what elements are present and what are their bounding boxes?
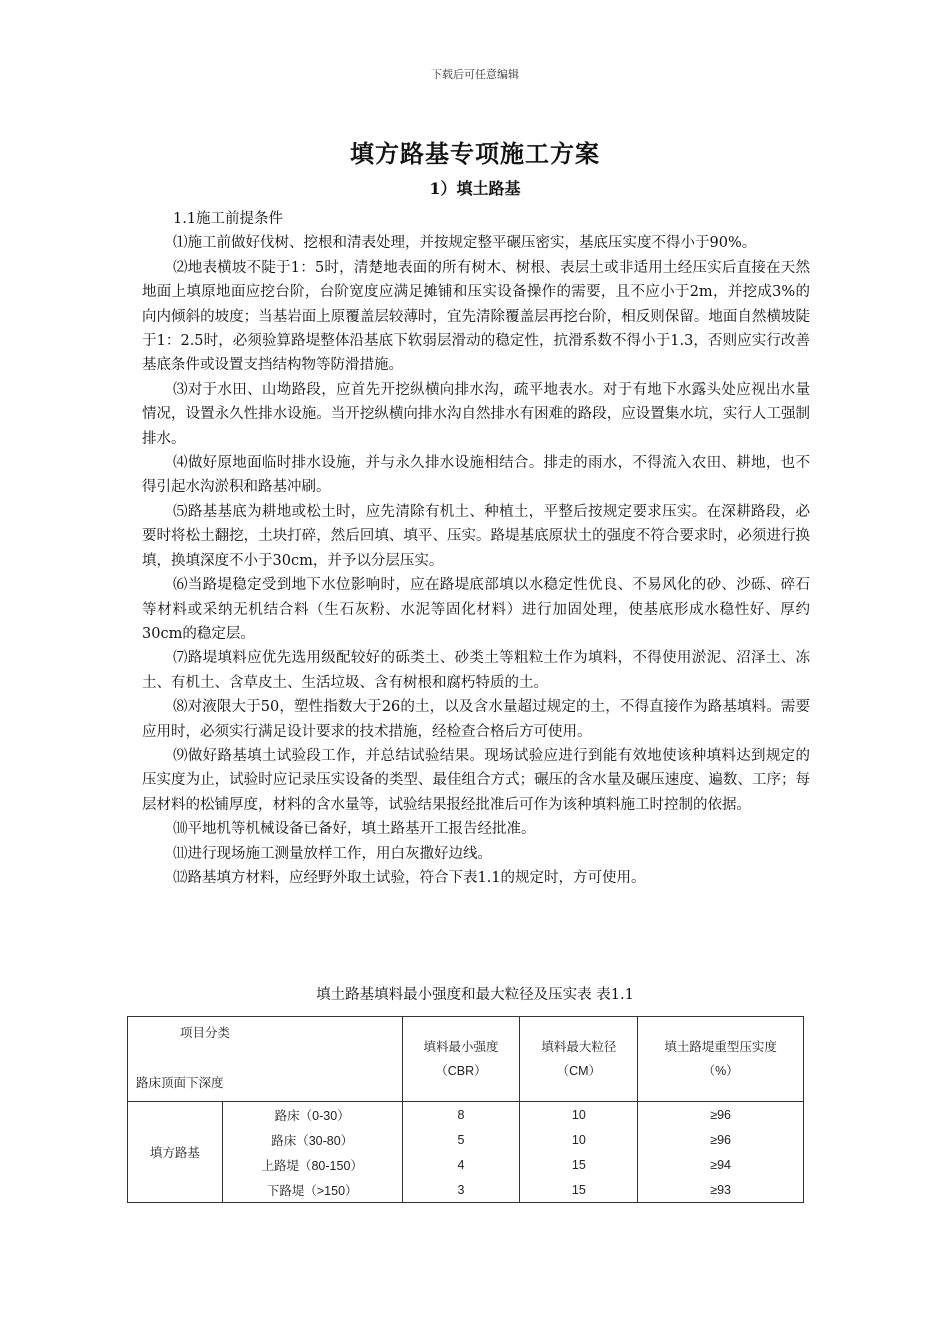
size-cell: 10	[520, 1127, 638, 1152]
size-cell: 15	[520, 1152, 638, 1177]
section-subtitle: 1）填土路基	[429, 179, 521, 198]
document-title: 填方路基专项施工方案	[350, 139, 600, 168]
cbr-cell: 4	[402, 1152, 520, 1177]
compaction-cell: ≥96	[638, 1102, 804, 1128]
paragraph: ⑸路基基底为耕地或松土时，应先清除有机土、种植土，平整后按规定要求压实。在深耕路段，必要时将松土翻挖，土块打碎，然后回填、填平、压实。路堤基底原状土的强度不符合要求时，必须进行换填，换填深度不小于30cm，并予以分层压实。	[142, 503, 810, 569]
header-size-line2: （CM）	[556, 1064, 602, 1078]
depth-cell: 下路堤（>150）	[222, 1177, 402, 1203]
depth-cell: 上路堤（80-150）	[222, 1152, 402, 1177]
header-compaction-line2: （%）	[702, 1064, 739, 1078]
table-row	[128, 1152, 804, 1177]
paragraph: ⑴施工前做好伐树、挖根和清表处理，并按规定整平碾压密实，基底压实度不得小于90%。	[173, 235, 757, 252]
depth-cell: 路床（30-80）	[222, 1127, 402, 1152]
header-size	[520, 1017, 638, 1102]
header-size-line1: 填料最大粒径	[541, 1040, 617, 1054]
header-category-label: 项目分类	[180, 1026, 231, 1040]
paragraph: ⑷做好原地面临时排水设施，并与永久排水设施相结合。排走的雨水，不得流入农田、耕地，也不得引起水沟淤积和路基冲刷。	[142, 455, 810, 496]
paragraph: ⑻对液限大于50，塑性指数大于26的土，以及含水量超过规定的土，不得直接作为路基填料。需要应用时，必须实行满足设计要求的技术措施，经检查合格后方可使用。	[142, 699, 810, 740]
fill-spec-table	[127, 1016, 804, 1203]
header-cbr-line2: （CBR）	[435, 1064, 487, 1078]
header-category-cell	[128, 1017, 403, 1102]
header-compaction	[638, 1017, 804, 1102]
paragraph: ⑹当路堤稳定受到地下水位影响时，应在路堤底部填以水稳定性优良、不易风化的砂、沙砾、碎石等材料或采纳无机结合料（生石灰粉、水泥等固化材料）进行加固处理，使基底形成水稳性好、厚约30cm的稳定层。	[142, 577, 810, 642]
table-row	[128, 1102, 804, 1128]
compaction-cell: ≥94	[638, 1152, 804, 1177]
header-cbr	[402, 1017, 520, 1102]
size-cell: 15	[520, 1177, 638, 1203]
document-body	[142, 207, 810, 890]
header-compaction-line1: 填土路堤重型压实度	[664, 1040, 777, 1054]
group-label: 填方路基	[128, 1102, 223, 1203]
compaction-cell: ≥96	[638, 1127, 804, 1152]
paragraph: ⑾进行现场施工测量放样工作，用白灰撒好边线。	[173, 845, 492, 862]
depth-cell: 路床（0-30）	[222, 1102, 402, 1128]
paragraph: ⑿路基填方材料，应经野外取土试验，符合下表1.1的规定时，方可使用。	[173, 869, 646, 886]
paragraph: ⑼做好路基填土试验段工作，并总结试验结果。现场试验应进行到能有效地使该种填料达到规定的压实度为止，试验时应记录压实设备的类型、最佳组合方式；碾压的含水量及碾压速度、遍数、工序；每层材料的松铺厚度，材料的含水量等，试验结果报经批准后可作为该种填料施工时控制的依据。	[142, 747, 810, 813]
paragraph: ⑶对于水田、山坳路段，应首先开挖纵横向排水沟，疏平地表水。对于有地下水露头处应视出水量情况，设置永久性排水设施。当开挖纵横向排水沟自然排水有困难的路段，应设置集水坑，实行人工强制排水。	[142, 381, 810, 447]
table-caption: 填土路基填料最小强度和最大粒径及压实表 表1.1	[316, 987, 634, 1003]
table-row	[128, 1177, 804, 1203]
paragraph: ⑺路堤填料应优先选用级配较好的砾类土、砂类土等粗粒土作为填料，不得使用淤泥、沼泽土、冻土、有机土、含草皮土、生活垃圾、含有树根和腐朽特质的土。	[142, 650, 810, 691]
cbr-cell: 3	[402, 1177, 520, 1203]
paragraph: ⑵地表横坡不陡于1：5时，清楚地表面的所有树木、树根、表层土或非适用土经压实后直接在天然地面上填原地面应挖台阶，台阶宽度应满足摊铺和压实设备操作的需要，且不应小于2m，并挖成3%的向内倾斜的坡度；当基岩面上原覆盖层较薄时，宜先清除覆盖层再挖台阶，相反则保留。地面自然横坡陡于1：2.5时，必须验算路堤整体沿基底下软弱层滑动的稳定性，抗滑系数不得小于1.3，否则应实行改善基底条件或设置支挡结构物等防滑措施。	[142, 259, 810, 374]
paragraph: ⑽平地机等机械设备已备好，填土路基开工报告经批准。	[173, 821, 536, 838]
size-cell: 10	[520, 1102, 638, 1128]
paragraph: 1.1施工前提条件	[173, 211, 284, 227]
header-cbr-line1: 填料最小强度	[423, 1040, 499, 1054]
cbr-cell: 5	[402, 1127, 520, 1152]
table-row	[128, 1127, 804, 1152]
compaction-cell: ≥93	[638, 1177, 804, 1203]
header-depth-label: 路床顶面下深度	[136, 1076, 224, 1090]
cbr-cell: 8	[402, 1102, 520, 1128]
table-header-row	[128, 1017, 804, 1102]
header-note: 下载后可任意编辑	[431, 68, 519, 81]
